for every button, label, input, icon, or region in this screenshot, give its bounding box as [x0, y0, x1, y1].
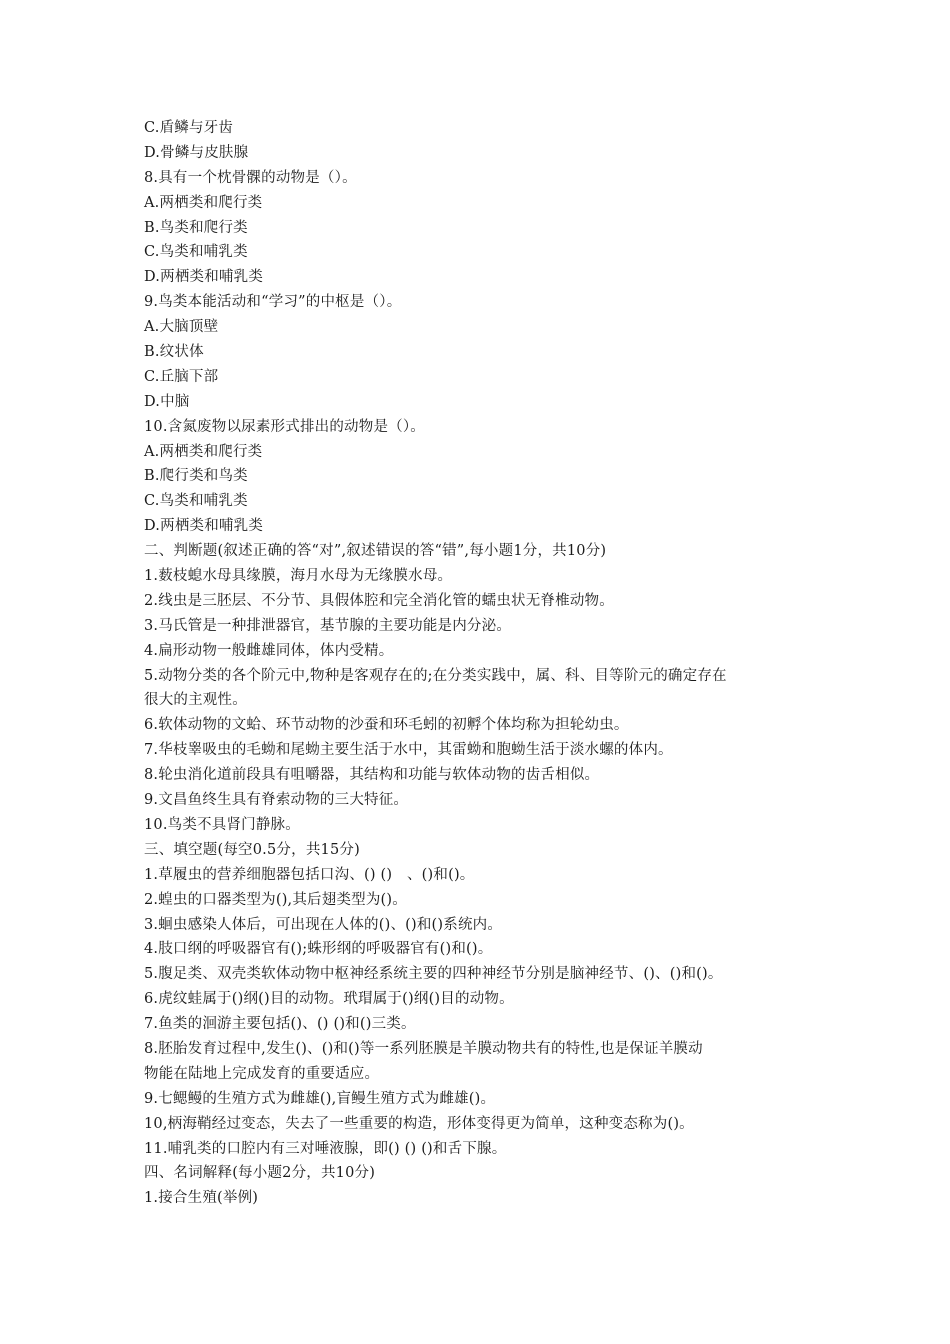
tf-item-2: 2.线虫是三胚层、不分节、具假体腔和完全消化管的蠕虫状无脊椎动物。 [144, 592, 614, 609]
fill-item-1: 1.草履虫的营养细胞器包括口沟、() () 、()和()。 [144, 866, 475, 883]
option-b-q10: B.爬行类和鸟类 [144, 468, 248, 485]
option-a-q9: A.大脑顶壁 [144, 319, 219, 336]
option-b-q8: B.鸟类和爬行类 [144, 219, 248, 236]
tf-item-4: 4.扁形动物一般雌雄同体，体内受精。 [144, 642, 394, 659]
option-d-q8: D.两栖类和哺乳类 [144, 269, 264, 286]
fill-item-6: 6.虎纹蛙属于()纲()目的动物。玳瑁属于()纲()目的动物。 [144, 991, 514, 1008]
option-c-q8: C.鸟类和哺乳类 [144, 244, 248, 261]
document-page [144, 116, 834, 1211]
question-10: 10.含氮废物以尿素形式排出的动物是（）。 [144, 418, 426, 435]
option-d-q9: D.中脑 [144, 393, 190, 410]
fill-item-2: 2.蝗虫的口器类型为(),其后翅类型为()。 [144, 891, 407, 908]
tf-item-1: 1.薮枝螅水母具缘膜，海月水母为无缘膜水母。 [144, 568, 453, 585]
tf-item-7: 7.华枝睾吸虫的毛蚴和尾蚴主要生活于水中，其雷蚴和胞蚴生活于淡水螺的体内。 [144, 742, 673, 759]
tf-item-3: 3.马氏管是一种排泄器官，基节腺的主要功能是内分泌。 [144, 617, 512, 634]
question-8: 8.具有一个枕骨髁的动物是（）。 [144, 169, 357, 186]
option-a-q8: A.两栖类和爬行类 [144, 194, 263, 211]
tf-item-5: 5.动物分类的各个阶元中,物种是客观存在的;在分类实践中，属、科、目等阶元的确定存在 [144, 667, 727, 684]
option-b-q9: B.纹状体 [144, 344, 204, 361]
tf-item-8: 8.轮虫消化道前段具有咀嚼器，其结构和功能与软体动物的齿舌相似。 [144, 767, 600, 784]
tf-item-10: 10.鸟类不具肾门静脉。 [144, 816, 300, 833]
option-c-q7: C.盾鳞与牙齿 [144, 120, 234, 136]
option-a-q10: A.两栖类和爬行类 [144, 443, 263, 460]
section-heading-fill-in: 三、填空题(每空0.5分，共15分) [144, 841, 360, 858]
fill-item-9: 9.七鳃鳗的生殖方式为雌雄(),盲鳗生殖方式为雌雄()。 [144, 1090, 496, 1107]
fill-item-8-cont: 物能在陆地上完成发育的重要适应。 [144, 1065, 380, 1082]
option-c-q10: C.鸟类和哺乳类 [144, 493, 248, 510]
definition-item-1: 1.接合生殖(举例) [144, 1190, 259, 1207]
fill-item-11: 11.哺乳类的口腔内有三对唾液腺，即() () ()和舌下腺。 [144, 1140, 507, 1157]
section-heading-definitions: 四、名词解释(每小题2分，共10分) [144, 1165, 376, 1182]
question-9: 9.鸟类本能活动和“学习”的中枢是（）。 [144, 294, 402, 311]
fill-item-8: 8.胚胎发育过程中,发生()、()和()等一系列胚膜是羊膜动物共有的特性,也是保证羊膜动 [144, 1040, 703, 1057]
option-c-q9: C.丘脑下部 [144, 368, 219, 385]
fill-item-4: 4.肢口纲的呼吸器官有();蛛形纲的呼吸器官有()和()。 [144, 941, 493, 958]
tf-item-6: 6.软体动物的文蛤、环节动物的沙蚕和环毛蚓的初孵个体均称为担轮幼虫。 [144, 717, 629, 734]
option-d-q10: D.两栖类和哺乳类 [144, 518, 264, 535]
fill-item-5: 5.腹足类、双壳类软体动物中枢神经系统主要的四种神经节分别是脑神经节、()、()和()。 [144, 966, 723, 983]
tf-item-9: 9.文昌鱼终生具有脊索动物的三大特征。 [144, 792, 409, 809]
fill-item-7: 7.鱼类的洄游主要包括()、() ()和()三类。 [144, 1016, 416, 1033]
fill-item-3: 3.蛔虫感染人体后，可出现在人体的()、()和()系统内。 [144, 916, 503, 933]
option-d-q7: D.骨鳞与皮肤腺 [144, 144, 249, 161]
tf-item-5-cont: 很大的主观性。 [144, 692, 247, 709]
section-heading-true-false: 二、判断题(叙述正确的答“对”,叙述错误的答“错”,每小题1分，共10分) [144, 543, 607, 560]
fill-item-10: 10,柄海鞘经过变态，失去了一些重要的构造，形体变得更为简单，这种变态称为()。 [144, 1115, 694, 1132]
